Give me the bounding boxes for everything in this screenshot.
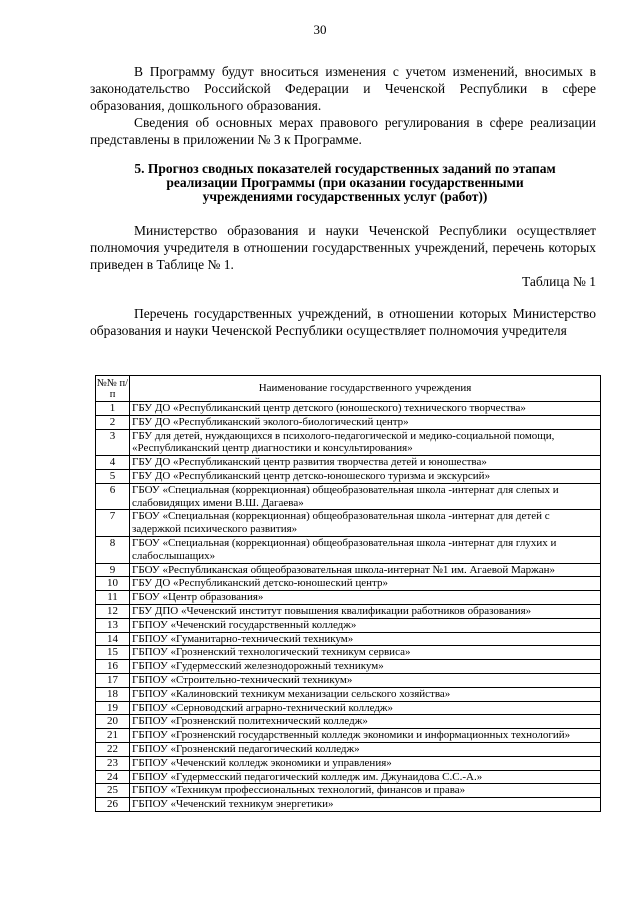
- table-row: [96, 577, 601, 591]
- institution-name: ГБПОУ «Строительно-технический техникум»: [130, 673, 601, 687]
- institution-name: ГБПОУ «Гудермесский железнодорожный техникум»: [130, 660, 601, 674]
- institution-name: ГБПОУ «Грозненский государственный колледж экономики и информационных технологий»: [130, 729, 601, 743]
- table-row: [96, 742, 601, 756]
- header-number: №№ п/п: [96, 377, 129, 400]
- institution-name: ГБУ ДО «Республиканский центр развития творчества детей и юношества»: [130, 456, 601, 470]
- institution-name: ГБПОУ «Серноводский аграрно-технический колледж»: [130, 701, 601, 715]
- institution-name: ГБПОУ «Техникум профессиональных технологий, финансов и права»: [130, 784, 601, 798]
- institution-name: ГБПОУ «Чеченский колледж экономики и управления»: [130, 756, 601, 770]
- row-number: 19: [96, 701, 130, 715]
- institution-name: ГБПОУ «Грозненский политехнический колледж»: [130, 715, 601, 729]
- institution-name: ГБУ ДО «Республиканский эколого-биологический центр»: [130, 415, 601, 429]
- row-number: 4: [96, 456, 130, 470]
- table-row: [96, 415, 601, 429]
- table-row: [96, 456, 601, 470]
- table-caption: Перечень государственных учреждений, в отношении которых Министерство образования и науки Чеченской Республики осуществляет полномочия учредителя: [90, 306, 596, 338]
- table-row: [96, 536, 601, 563]
- table-row: [96, 660, 601, 674]
- row-number: 17: [96, 673, 130, 687]
- header-institution-name: Наименование государственного учреждения: [130, 376, 601, 402]
- institution-name: ГБОУ «Специальная (коррекционная) общеобразовательная школа -интернат для детей с задержкой психического развития»: [130, 510, 601, 537]
- row-number: 25: [96, 784, 130, 798]
- table-row: [96, 756, 601, 770]
- table-row: [96, 510, 601, 537]
- table-row: [96, 687, 601, 701]
- row-number: 12: [96, 604, 130, 618]
- institution-name: ГБОУ «Республиканская общеобразовательная школа-интернат №1 им. Агаевой Маржан»: [130, 563, 601, 577]
- table-row: [96, 729, 601, 743]
- institution-name: ГБУ ДО «Республиканский детско-юношеский центр»: [130, 577, 601, 591]
- table-row: [96, 402, 601, 416]
- row-number: 1: [96, 402, 130, 416]
- row-number: 11: [96, 591, 130, 605]
- row-number: 7: [96, 510, 130, 537]
- table-body: [96, 402, 601, 812]
- table-row: [96, 591, 601, 605]
- page-number: 30: [313, 22, 327, 37]
- row-number: 9: [96, 563, 130, 577]
- table-label: Таблица № 1: [522, 274, 596, 289]
- table-row: [96, 798, 601, 812]
- institution-name: ГБПОУ «Грозненский технологический техникум сервиса»: [130, 646, 601, 660]
- paragraph-amendments: В Программу будут вноситься изменения с учетом изменений, вносимых в законодательство Российской Федерации и Чеченской Республики в сфере образования, дошкольного образования.: [90, 64, 596, 113]
- row-number: 10: [96, 577, 130, 591]
- table-row: [96, 715, 601, 729]
- table-row: [96, 646, 601, 660]
- table-row: [96, 770, 601, 784]
- row-number: 23: [96, 756, 130, 770]
- table-row: [96, 469, 601, 483]
- table-row: [96, 784, 601, 798]
- table-row: [96, 618, 601, 632]
- row-number: 24: [96, 770, 130, 784]
- section-heading: 5. Прогноз сводных показателей государственных заданий по этапам реализации Программы (при оказании государственными учреждениями государственных услуг (работ)): [134, 161, 556, 204]
- row-number: 21: [96, 729, 130, 743]
- institution-name: ГБОУ «Центр образования»: [130, 591, 601, 605]
- table-row: [96, 563, 601, 577]
- row-number: 15: [96, 646, 130, 660]
- paragraph-ministry-powers: Министерство образования и науки Чеченской Республики осуществляет полномочия учредителя в отношении государственных учреждений, перечень которых приведен в Таблице № 1.: [90, 223, 596, 272]
- paragraph-regulation-info: Сведения об основных мерах правового регулирования в сфере реализации представлены в приложении № 3 к Программе.: [90, 115, 596, 147]
- table-row: [96, 701, 601, 715]
- table-row: [96, 632, 601, 646]
- table-row: [96, 483, 601, 510]
- institution-name: ГБПОУ «Грозненский педагогический колледж»: [130, 742, 601, 756]
- row-number: 8: [96, 536, 130, 563]
- table-row: [96, 604, 601, 618]
- row-number: 14: [96, 632, 130, 646]
- institution-name: ГБУ ДПО «Чеченский институт повышения квалификации работников образования»: [130, 604, 601, 618]
- institution-name: ГБПОУ «Чеченский государственный колледж»: [130, 618, 601, 632]
- row-number: 3: [96, 429, 130, 456]
- row-number: 5: [96, 469, 130, 483]
- institution-name: ГБПОУ «Чеченский техникум энергетики»: [130, 798, 601, 812]
- table-row: [96, 673, 601, 687]
- institution-name: ГБУ для детей, нуждающихся в психолого-педагогической и медико-социальной помощи, «Республиканский центр диагностики и консультирования»: [130, 429, 601, 456]
- table-row: [96, 429, 601, 456]
- row-number: 6: [96, 483, 130, 510]
- row-number: 13: [96, 618, 130, 632]
- institution-name: ГБОУ «Специальная (коррекционная) общеобразовательная школа -интернат для слепых и слабовидящих имени В.Ш. Дагаева»: [130, 483, 601, 510]
- institution-name: ГБОУ «Специальная (коррекционная) общеобразовательная школа -интернат для глухих и слабослышащих»: [130, 536, 601, 563]
- institutions-table: [95, 375, 601, 812]
- institution-name: ГБПОУ «Гуманитарно-технический техникум»: [130, 632, 601, 646]
- row-number: 20: [96, 715, 130, 729]
- institution-name: ГБУ ДО «Республиканский центр детского (юношеского) технического творчества»: [130, 402, 601, 416]
- table-header-row: [96, 376, 601, 402]
- row-number: 2: [96, 415, 130, 429]
- institution-name: ГБПОУ «Гудермесский педагогический колледж им. Джунаидова С.С.-А.»: [130, 770, 601, 784]
- row-number: 26: [96, 798, 130, 812]
- row-number: 16: [96, 660, 130, 674]
- institution-name: ГБПОУ «Калиновский техникум механизации сельского хозяйства»: [130, 687, 601, 701]
- row-number: 18: [96, 687, 130, 701]
- row-number: 22: [96, 742, 130, 756]
- institution-name: ГБУ ДО «Республиканский центр детско-юношеского туризма и экскурсий»: [130, 469, 601, 483]
